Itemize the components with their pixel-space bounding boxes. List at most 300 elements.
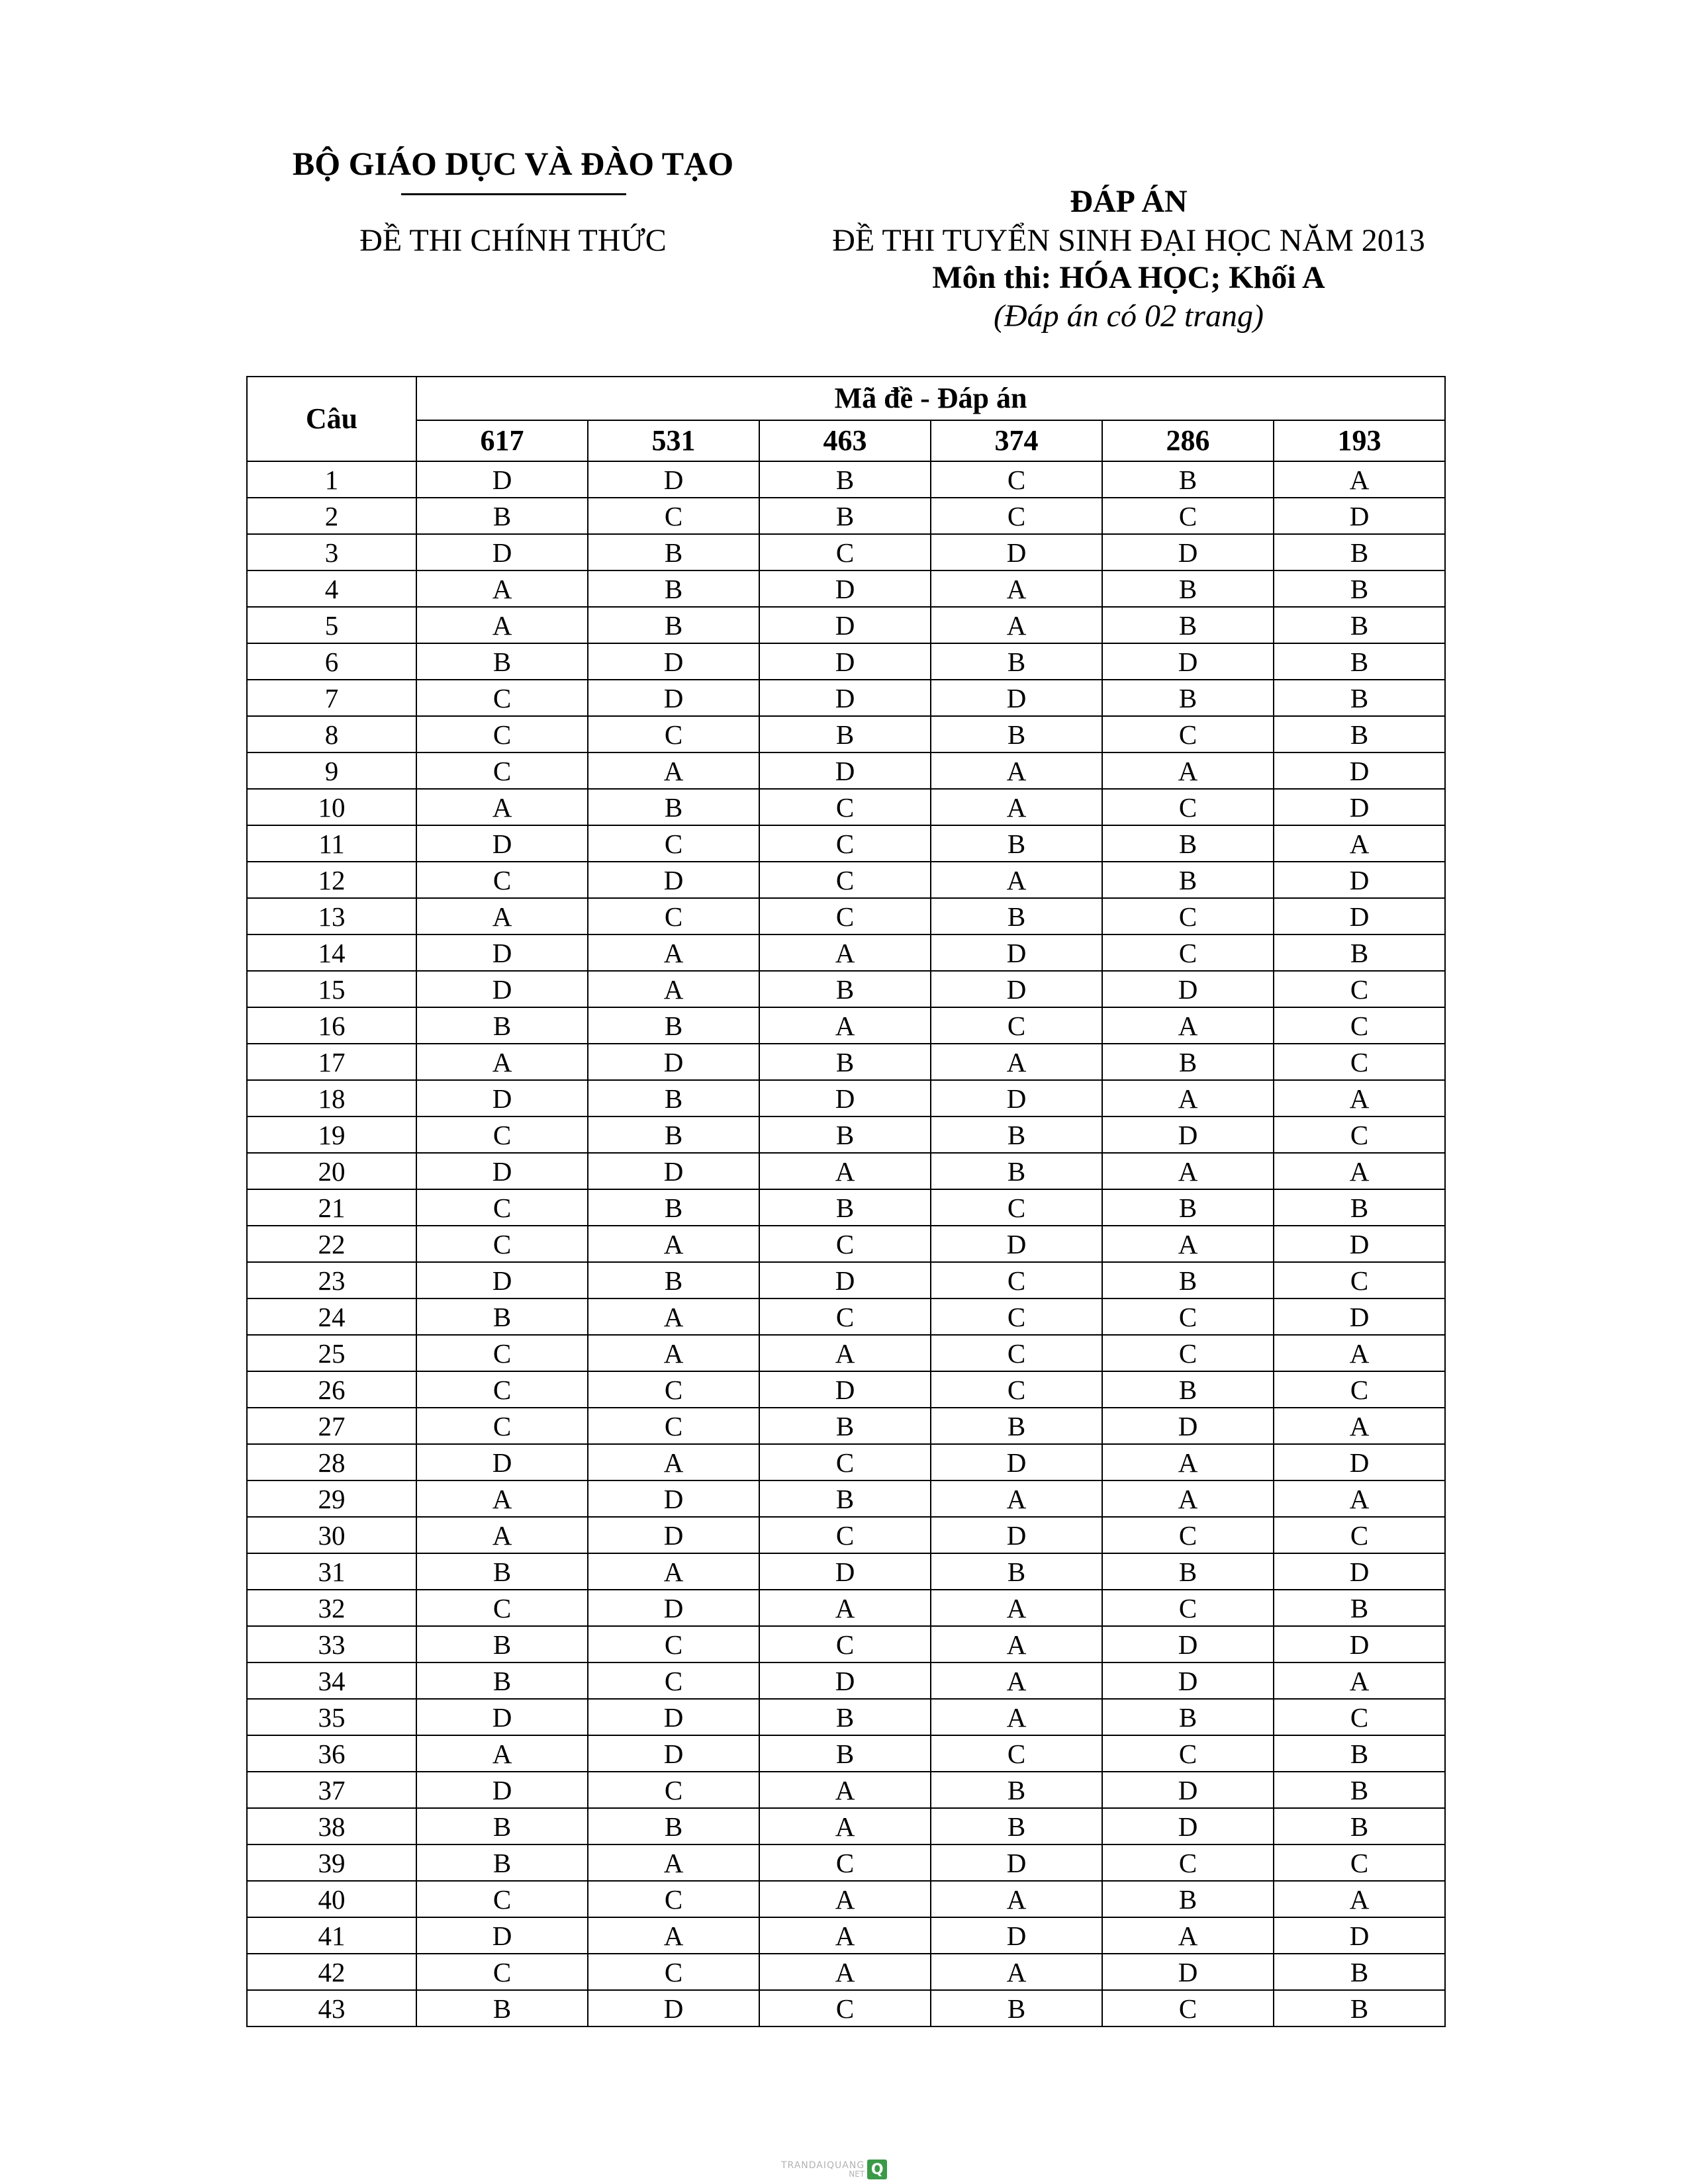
table-row bbox=[247, 1881, 1445, 1917]
answer-cell: B bbox=[1274, 534, 1445, 570]
answer-cell: C bbox=[588, 1954, 759, 1990]
answer-cell: D bbox=[1102, 534, 1274, 570]
answer-key-title: ĐÁP ÁN bbox=[1070, 184, 1188, 219]
answer-cell: A bbox=[1274, 1153, 1445, 1189]
answer-cell: A bbox=[588, 1444, 759, 1480]
answer-cell: C bbox=[588, 716, 759, 752]
question-number-cell: 33 bbox=[247, 1626, 416, 1662]
answer-cell: D bbox=[416, 1262, 588, 1298]
answer-cell: B bbox=[1102, 1189, 1274, 1226]
answer-cell: B bbox=[588, 1262, 759, 1298]
answer-cell: D bbox=[759, 607, 931, 643]
answer-cell: D bbox=[1102, 1662, 1274, 1699]
answer-cell: B bbox=[1274, 570, 1445, 607]
answer-cell: A bbox=[416, 898, 588, 934]
table-row bbox=[247, 1371, 1445, 1408]
answer-cell: C bbox=[759, 898, 931, 934]
watermark-text bbox=[781, 2161, 865, 2178]
table-row bbox=[247, 1480, 1445, 1517]
answer-cell: D bbox=[759, 752, 931, 789]
question-number-cell: 12 bbox=[247, 862, 416, 898]
answer-cell: B bbox=[1102, 1699, 1274, 1735]
table-row bbox=[247, 1590, 1445, 1626]
answer-cell: D bbox=[759, 1080, 931, 1116]
answer-cell: D bbox=[416, 971, 588, 1007]
answer-cell: B bbox=[759, 1735, 931, 1772]
question-number-cell: 32 bbox=[247, 1590, 416, 1626]
answer-cell: A bbox=[759, 1917, 931, 1954]
answer-cell: C bbox=[588, 498, 759, 534]
answer-cell: D bbox=[1102, 971, 1274, 1007]
answer-cell: B bbox=[588, 607, 759, 643]
answer-cell: C bbox=[759, 1226, 931, 1262]
answer-cell: B bbox=[1102, 461, 1274, 498]
answer-cell: A bbox=[1274, 1080, 1445, 1116]
answer-cell: B bbox=[759, 1699, 931, 1735]
answer-cell: A bbox=[931, 1699, 1102, 1735]
answer-cell: A bbox=[931, 789, 1102, 825]
answer-cell: A bbox=[416, 1044, 588, 1080]
answer-cell: C bbox=[588, 1662, 759, 1699]
answer-cell: D bbox=[416, 1153, 588, 1189]
answer-cell: B bbox=[416, 1990, 588, 2026]
answer-cell: D bbox=[1102, 1408, 1274, 1444]
table-row bbox=[247, 1808, 1445, 1844]
table-row bbox=[247, 607, 1445, 643]
question-number-cell: 20 bbox=[247, 1153, 416, 1189]
table-row bbox=[247, 825, 1445, 862]
answer-cell: C bbox=[416, 1954, 588, 1990]
question-number-cell: 27 bbox=[247, 1408, 416, 1444]
answer-cell: B bbox=[1274, 643, 1445, 680]
answer-cell: A bbox=[931, 570, 1102, 607]
answer-cell: A bbox=[759, 1590, 931, 1626]
table-row bbox=[247, 716, 1445, 752]
table-row bbox=[247, 862, 1445, 898]
answer-cell: D bbox=[759, 570, 931, 607]
question-number-cell: 3 bbox=[247, 534, 416, 570]
question-number-cell: 7 bbox=[247, 680, 416, 716]
answer-cell: A bbox=[759, 1335, 931, 1371]
table-row bbox=[247, 1553, 1445, 1590]
question-number-cell: 30 bbox=[247, 1517, 416, 1553]
answer-cell: B bbox=[759, 498, 931, 534]
question-number-cell: 17 bbox=[247, 1044, 416, 1080]
exam-code-header: 463 bbox=[759, 420, 931, 461]
answer-cell: A bbox=[931, 1626, 1102, 1662]
answer-cell: D bbox=[1274, 789, 1445, 825]
answer-cell: C bbox=[416, 862, 588, 898]
table-row bbox=[247, 1044, 1445, 1080]
table-row bbox=[247, 1917, 1445, 1954]
question-number-cell: 14 bbox=[247, 934, 416, 971]
answer-cell: A bbox=[416, 789, 588, 825]
table-row bbox=[247, 534, 1445, 570]
answer-cell: C bbox=[588, 1772, 759, 1808]
question-number-cell: 6 bbox=[247, 643, 416, 680]
answer-cell: B bbox=[416, 498, 588, 534]
header-row-group bbox=[247, 377, 1445, 420]
answer-cell: B bbox=[931, 1153, 1102, 1189]
answer-cell: B bbox=[588, 570, 759, 607]
answer-cell: B bbox=[416, 643, 588, 680]
answer-cell: A bbox=[1102, 1153, 1274, 1189]
exam-title: ĐỀ THI TUYỂN SINH ĐẠI HỌC NĂM 2013 bbox=[832, 223, 1425, 258]
answer-cell: A bbox=[588, 752, 759, 789]
answer-cell: D bbox=[931, 971, 1102, 1007]
answer-cell: C bbox=[1274, 1116, 1445, 1153]
question-number-cell: 4 bbox=[247, 570, 416, 607]
table-row bbox=[247, 898, 1445, 934]
answer-cell: C bbox=[416, 1408, 588, 1444]
answer-cell: C bbox=[931, 1262, 1102, 1298]
answer-cell: D bbox=[1274, 498, 1445, 534]
table-row bbox=[247, 1226, 1445, 1262]
answer-cell: D bbox=[416, 461, 588, 498]
answer-cell: D bbox=[1102, 1626, 1274, 1662]
answer-cell: B bbox=[931, 825, 1102, 862]
answer-cell: C bbox=[416, 1371, 588, 1408]
answer-cell: B bbox=[588, 1116, 759, 1153]
answer-cell: A bbox=[416, 607, 588, 643]
table-row bbox=[247, 1990, 1445, 2026]
answer-cell: D bbox=[759, 1662, 931, 1699]
answer-cell: C bbox=[931, 1189, 1102, 1226]
answer-cell: A bbox=[588, 1226, 759, 1262]
question-number-cell: 36 bbox=[247, 1735, 416, 1772]
answer-cell: B bbox=[1102, 1371, 1274, 1408]
answer-cell: B bbox=[931, 898, 1102, 934]
table-row bbox=[247, 752, 1445, 789]
exam-code-header: 374 bbox=[931, 420, 1102, 461]
question-number-cell: 23 bbox=[247, 1262, 416, 1298]
answer-cell: A bbox=[1274, 1480, 1445, 1517]
answer-cell: D bbox=[931, 1917, 1102, 1954]
question-number-cell: 43 bbox=[247, 1990, 416, 2026]
answer-cell: C bbox=[416, 1189, 588, 1226]
answer-cell: C bbox=[1102, 1298, 1274, 1335]
answer-cell: D bbox=[1274, 1226, 1445, 1262]
answer-cell: C bbox=[1274, 1844, 1445, 1881]
answer-cell: C bbox=[759, 1298, 931, 1335]
answer-cell: D bbox=[931, 1080, 1102, 1116]
answer-cell: B bbox=[1102, 570, 1274, 607]
answer-cell: C bbox=[1274, 1007, 1445, 1044]
answer-cell: B bbox=[931, 1116, 1102, 1153]
answer-cell: C bbox=[1102, 1990, 1274, 2026]
answer-cell: D bbox=[1102, 1116, 1274, 1153]
answer-cell: B bbox=[588, 1808, 759, 1844]
answer-cell: C bbox=[759, 825, 931, 862]
answer-cell: D bbox=[759, 643, 931, 680]
answer-cell: C bbox=[1102, 898, 1274, 934]
table-row bbox=[247, 1080, 1445, 1116]
watermark-logo-icon: Q bbox=[867, 2160, 887, 2179]
answer-cell: A bbox=[759, 934, 931, 971]
answer-cell: A bbox=[759, 1007, 931, 1044]
answer-cell: D bbox=[1274, 1626, 1445, 1662]
table-row bbox=[247, 1189, 1445, 1226]
table-row bbox=[247, 1954, 1445, 1990]
answer-cell: A bbox=[1274, 1408, 1445, 1444]
answer-cell: B bbox=[416, 1808, 588, 1844]
answer-cell: D bbox=[588, 862, 759, 898]
answer-cell: B bbox=[931, 643, 1102, 680]
answer-cell: C bbox=[1274, 1699, 1445, 1735]
answer-cell: B bbox=[416, 1007, 588, 1044]
exam-code-row bbox=[247, 420, 1445, 461]
answer-cell: A bbox=[1102, 1226, 1274, 1262]
answer-cell: C bbox=[416, 1226, 588, 1262]
answer-cell: D bbox=[416, 1080, 588, 1116]
question-number-cell: 21 bbox=[247, 1189, 416, 1226]
answer-cell: B bbox=[759, 1189, 931, 1226]
exam-code-group-header: Mã đề - Đáp án bbox=[416, 377, 1445, 420]
answer-cell: A bbox=[931, 1881, 1102, 1917]
answer-cell: B bbox=[1274, 1772, 1445, 1808]
answer-cell: A bbox=[1102, 1080, 1274, 1116]
answer-cell: C bbox=[1274, 1262, 1445, 1298]
answer-table-header bbox=[247, 377, 1445, 461]
answer-cell: C bbox=[759, 789, 931, 825]
answer-cell: D bbox=[416, 1772, 588, 1808]
table-row bbox=[247, 1007, 1445, 1044]
answer-cell: A bbox=[931, 1044, 1102, 1080]
table-row bbox=[247, 1298, 1445, 1335]
ministry-underline bbox=[401, 193, 626, 195]
answer-cell: D bbox=[1274, 1553, 1445, 1590]
site-watermark bbox=[781, 2159, 887, 2180]
answer-cell: B bbox=[588, 789, 759, 825]
question-number-cell: 42 bbox=[247, 1954, 416, 1990]
answer-cell: A bbox=[1274, 461, 1445, 498]
answer-cell: B bbox=[1102, 607, 1274, 643]
answer-cell: B bbox=[588, 1189, 759, 1226]
answer-cell: C bbox=[1274, 1044, 1445, 1080]
answer-cell: D bbox=[759, 1371, 931, 1408]
question-number-cell: 34 bbox=[247, 1662, 416, 1699]
answer-cell: C bbox=[1102, 934, 1274, 971]
answer-cell: A bbox=[588, 934, 759, 971]
question-number-cell: 41 bbox=[247, 1917, 416, 1954]
answer-cell: D bbox=[1102, 1808, 1274, 1844]
answer-cell: A bbox=[931, 862, 1102, 898]
table-row bbox=[247, 1844, 1445, 1881]
answer-cell: C bbox=[588, 1408, 759, 1444]
answer-cell: C bbox=[1102, 1517, 1274, 1553]
answer-cell: A bbox=[1274, 1881, 1445, 1917]
answer-cell: C bbox=[1102, 1590, 1274, 1626]
table-row bbox=[247, 1772, 1445, 1808]
table-row bbox=[247, 1116, 1445, 1153]
answer-cell: D bbox=[1274, 752, 1445, 789]
answer-cell: B bbox=[1274, 1808, 1445, 1844]
answer-cell: A bbox=[588, 971, 759, 1007]
answer-cell: C bbox=[759, 1626, 931, 1662]
answer-cell: D bbox=[416, 825, 588, 862]
answer-cell: B bbox=[759, 1116, 931, 1153]
question-number-cell: 19 bbox=[247, 1116, 416, 1153]
answer-cell: C bbox=[588, 1371, 759, 1408]
answer-cell: D bbox=[931, 1444, 1102, 1480]
answer-cell: A bbox=[588, 1844, 759, 1881]
answer-cell: B bbox=[1274, 1189, 1445, 1226]
answer-cell: A bbox=[1274, 1662, 1445, 1699]
answer-cell: B bbox=[588, 534, 759, 570]
answer-cell: B bbox=[1102, 1553, 1274, 1590]
answer-cell: B bbox=[1274, 1590, 1445, 1626]
answer-cell: D bbox=[1274, 1444, 1445, 1480]
answer-cell: D bbox=[931, 534, 1102, 570]
answer-cell: D bbox=[1274, 1917, 1445, 1954]
answer-cell: C bbox=[416, 1881, 588, 1917]
answer-cell: C bbox=[931, 1335, 1102, 1371]
answer-cell: D bbox=[588, 461, 759, 498]
exam-code-header: 193 bbox=[1274, 420, 1445, 461]
answer-cell: A bbox=[759, 1808, 931, 1844]
table-row bbox=[247, 461, 1445, 498]
watermark-brand: TRANDAIQUANG bbox=[781, 2160, 865, 2171]
answer-cell: D bbox=[1102, 1772, 1274, 1808]
question-number-cell: 15 bbox=[247, 971, 416, 1007]
answer-cell: C bbox=[1102, 716, 1274, 752]
answer-cell: B bbox=[931, 1990, 1102, 2026]
answer-cell: D bbox=[931, 934, 1102, 971]
answer-cell: A bbox=[416, 1735, 588, 1772]
answer-cell: A bbox=[931, 1662, 1102, 1699]
question-number-cell: 25 bbox=[247, 1335, 416, 1371]
answer-cell: D bbox=[588, 1044, 759, 1080]
answer-cell: C bbox=[759, 1990, 931, 2026]
answer-cell: A bbox=[1274, 825, 1445, 862]
answer-cell: A bbox=[1274, 1335, 1445, 1371]
table-row bbox=[247, 971, 1445, 1007]
answer-cell: C bbox=[1274, 1517, 1445, 1553]
question-number-cell: 18 bbox=[247, 1080, 416, 1116]
answer-cell: D bbox=[416, 1444, 588, 1480]
answer-cell: C bbox=[416, 1116, 588, 1153]
question-number-cell: 5 bbox=[247, 607, 416, 643]
exam-code-header: 617 bbox=[416, 420, 588, 461]
answer-cell: B bbox=[759, 1480, 931, 1517]
official-exam-label: ĐỀ THI CHÍNH THỨC bbox=[359, 223, 667, 258]
answer-cell: C bbox=[588, 1881, 759, 1917]
question-number-cell: 37 bbox=[247, 1772, 416, 1808]
answer-cell: B bbox=[759, 971, 931, 1007]
answer-cell: D bbox=[416, 934, 588, 971]
answer-cell: A bbox=[759, 1954, 931, 1990]
answer-cell: A bbox=[759, 1153, 931, 1189]
answer-cell: C bbox=[1102, 498, 1274, 534]
answer-cell: D bbox=[759, 1553, 931, 1590]
question-number-cell: 1 bbox=[247, 461, 416, 498]
answer-cell: A bbox=[1102, 752, 1274, 789]
answer-cell: C bbox=[416, 752, 588, 789]
answer-cell: A bbox=[1102, 1480, 1274, 1517]
answer-cell: A bbox=[416, 570, 588, 607]
answer-cell: A bbox=[1102, 1917, 1274, 1954]
answer-cell: D bbox=[931, 680, 1102, 716]
answer-cell: A bbox=[588, 1917, 759, 1954]
answer-cell: D bbox=[588, 1153, 759, 1189]
exam-subject: Môn thi: HÓA HỌC; Khối A bbox=[932, 260, 1325, 295]
answer-cell: A bbox=[931, 752, 1102, 789]
question-number-cell: 28 bbox=[247, 1444, 416, 1480]
answer-cell: B bbox=[759, 461, 931, 498]
question-number-cell: 26 bbox=[247, 1371, 416, 1408]
answer-cell: D bbox=[588, 1735, 759, 1772]
table-row bbox=[247, 680, 1445, 716]
answer-cell: B bbox=[1274, 680, 1445, 716]
exam-code-header: 286 bbox=[1102, 420, 1274, 461]
answer-cell: B bbox=[588, 1080, 759, 1116]
table-row bbox=[247, 1408, 1445, 1444]
answer-cell: C bbox=[759, 534, 931, 570]
answer-cell: A bbox=[1102, 1007, 1274, 1044]
answer-cell: B bbox=[1274, 1735, 1445, 1772]
answer-cell: B bbox=[931, 1772, 1102, 1808]
answer-cell: B bbox=[1102, 862, 1274, 898]
answer-cell: D bbox=[588, 1517, 759, 1553]
page-count-note: (Đáp án có 02 trang) bbox=[994, 298, 1264, 334]
answer-cell: B bbox=[759, 1044, 931, 1080]
answer-cell: D bbox=[588, 1480, 759, 1517]
answer-cell: B bbox=[1274, 607, 1445, 643]
answer-cell: A bbox=[931, 1480, 1102, 1517]
answer-cell: A bbox=[931, 1590, 1102, 1626]
answer-cell: D bbox=[931, 1844, 1102, 1881]
table-row bbox=[247, 1662, 1445, 1699]
question-number-cell: 38 bbox=[247, 1808, 416, 1844]
question-column-header: Câu bbox=[247, 377, 416, 461]
answer-cell: B bbox=[588, 1007, 759, 1044]
answer-cell: D bbox=[1274, 1298, 1445, 1335]
answer-cell: B bbox=[1274, 1990, 1445, 2026]
answer-cell: B bbox=[416, 1553, 588, 1590]
answer-cell: B bbox=[416, 1844, 588, 1881]
answer-cell: A bbox=[759, 1772, 931, 1808]
answer-cell: C bbox=[931, 461, 1102, 498]
answer-cell: C bbox=[416, 680, 588, 716]
answer-cell: A bbox=[588, 1553, 759, 1590]
answer-table-body bbox=[247, 461, 1445, 2026]
answer-cell: C bbox=[416, 1335, 588, 1371]
question-number-cell: 11 bbox=[247, 825, 416, 862]
answer-cell: D bbox=[588, 1699, 759, 1735]
answer-cell: C bbox=[759, 1517, 931, 1553]
answer-cell: B bbox=[416, 1626, 588, 1662]
answer-cell: A bbox=[1102, 1444, 1274, 1480]
answer-cell: B bbox=[931, 1408, 1102, 1444]
answer-cell: C bbox=[1102, 1735, 1274, 1772]
answer-cell: B bbox=[1102, 1044, 1274, 1080]
answer-cell: C bbox=[931, 498, 1102, 534]
answer-cell: C bbox=[1274, 971, 1445, 1007]
answer-cell: A bbox=[759, 1881, 931, 1917]
answer-cell: C bbox=[588, 1626, 759, 1662]
question-number-cell: 10 bbox=[247, 789, 416, 825]
table-row bbox=[247, 1517, 1445, 1553]
answer-cell: B bbox=[931, 1808, 1102, 1844]
answer-cell: D bbox=[1274, 862, 1445, 898]
answer-cell: A bbox=[588, 1335, 759, 1371]
answer-cell: A bbox=[588, 1298, 759, 1335]
question-number-cell: 22 bbox=[247, 1226, 416, 1262]
question-number-cell: 9 bbox=[247, 752, 416, 789]
question-number-cell: 29 bbox=[247, 1480, 416, 1517]
table-row bbox=[247, 934, 1445, 971]
answer-cell: D bbox=[759, 680, 931, 716]
